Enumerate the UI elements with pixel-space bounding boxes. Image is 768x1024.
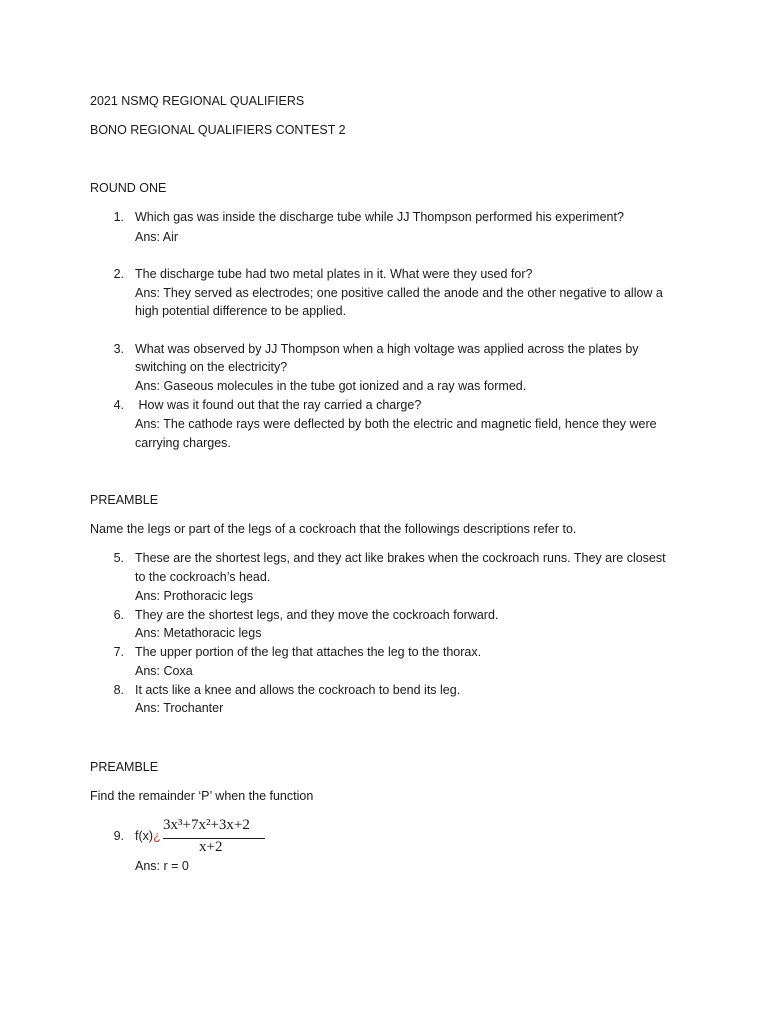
question-number: 3. bbox=[113, 342, 124, 356]
question-number: 2. bbox=[113, 267, 124, 281]
question-text: It acts like a knee and allows the cockroach to bend its leg. bbox=[135, 683, 461, 697]
question-number: 9. bbox=[113, 829, 124, 843]
answer-text: Ans: Trochanter bbox=[135, 701, 224, 715]
question-text: switching on the electricity? bbox=[135, 360, 288, 374]
document-title: 2021 NSMQ REGIONAL QUALIFIERS bbox=[90, 94, 305, 108]
answer-text: Ans: Metathoracic legs bbox=[135, 626, 262, 640]
question-number: 7. bbox=[113, 645, 124, 659]
answer-text: high potential difference to be applied. bbox=[135, 304, 347, 318]
answer-text: Ans: Prothoracic legs bbox=[135, 589, 254, 603]
document-subtitle: BONO REGIONAL QUALIFIERS CONTEST 2 bbox=[90, 123, 346, 137]
round-one-heading: ROUND ONE bbox=[90, 181, 167, 195]
answer-text: Ans: The cathode rays were deflected by both the electric and magnetic field, hence they were bbox=[135, 417, 657, 431]
question-number: 5. bbox=[113, 551, 124, 565]
question-text: The upper portion of the leg that attaches the leg to the thorax. bbox=[135, 645, 482, 659]
answer-text: Ans: They served as electrodes; one positive called the anode and the other negative to allow a bbox=[135, 286, 663, 300]
preamble-heading: PREAMBLE bbox=[90, 493, 159, 507]
answer-text: Ans: r = 0 bbox=[135, 859, 189, 873]
question-number: 8. bbox=[113, 683, 124, 697]
question-text: They are the shortest legs, and they move the cockroach forward. bbox=[135, 608, 499, 622]
unrendered-glyph: ¿ bbox=[153, 829, 161, 843]
question-text: Which gas was inside the discharge tube while JJ Thompson performed his experiment? bbox=[135, 210, 624, 224]
question-text: What was observed by JJ Thompson when a high voltage was applied across the plates by bbox=[135, 342, 639, 356]
preamble-intro: Find the remainder ‘P’ when the function bbox=[90, 789, 314, 803]
answer-text: Ans: Coxa bbox=[135, 664, 193, 678]
fraction bbox=[163, 817, 267, 859]
function-expression bbox=[135, 827, 161, 845]
answer-text: Ans: Gaseous molecules in the tube got ionized and a ray was formed. bbox=[135, 379, 527, 393]
answer-text: carrying charges. bbox=[135, 436, 231, 450]
question-text: How was it found out that the ray carried a charge? bbox=[135, 398, 422, 412]
question-text: These are the shortest legs, and they act like brakes when the cockroach runs. They are closest bbox=[135, 551, 666, 565]
question-text: to the cockroach’s head. bbox=[135, 570, 271, 584]
question-number: 4. bbox=[113, 398, 124, 412]
answer-text: Ans: Air bbox=[135, 230, 179, 244]
question-number: 6. bbox=[113, 608, 124, 622]
preamble-intro: Name the legs or part of the legs of a cockroach that the followings descriptions refer to. bbox=[90, 522, 577, 536]
question-number: 1. bbox=[113, 210, 124, 224]
fraction-numerator: 3x³+7x²+3x+2 bbox=[163, 817, 250, 833]
preamble-heading: PREAMBLE bbox=[90, 760, 159, 774]
function-prefix: f(x) bbox=[135, 829, 154, 843]
question-text: The discharge tube had two metal plates in it. What were they used for? bbox=[135, 267, 533, 281]
fraction-denominator: x+2 bbox=[199, 839, 223, 855]
